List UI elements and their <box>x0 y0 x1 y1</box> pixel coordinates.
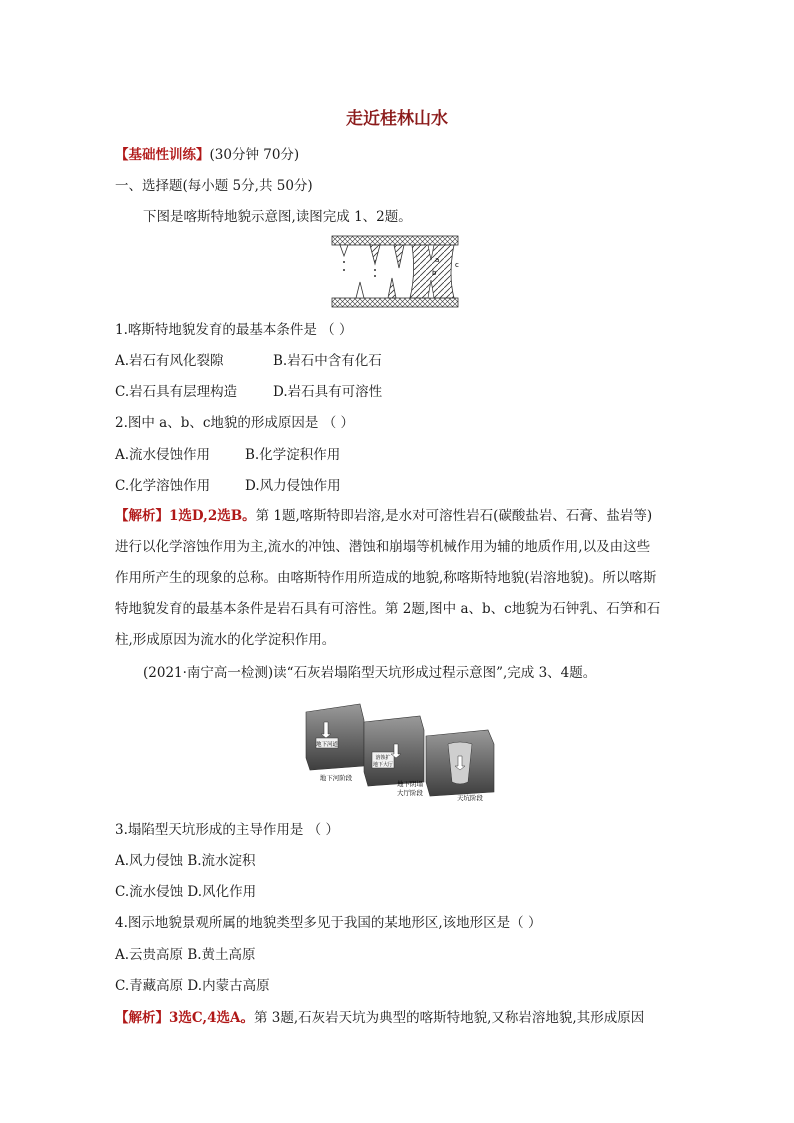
question-4-options-ab: A.云贵高原 B.黄土高原 <box>115 947 256 963</box>
stage-1-label: 地下河阶段 <box>319 774 353 782</box>
analysis-1-line-4: 特地貌发育的最基本条件是岩石具有可溶性。第 2题,图中 a、b、c地貌为石钟乳、石笋和石 <box>115 601 661 617</box>
question-3-stem: 3.塌陷型天坑形成的主导作用是 （ ） <box>115 822 339 838</box>
question-1-option-d: D.岩石具有可溶性 <box>273 384 383 400</box>
label-c: c <box>455 261 459 269</box>
analysis-1-tag: 【解析】1选D,2选B。 <box>115 508 256 524</box>
sinkhole-formation-diagram <box>302 700 498 804</box>
intro-question-3-4: (2021·南宁高一检测)读“石灰岩塌陷型天坑形成过程示意图”,完成 3、4题。 <box>143 665 597 681</box>
analysis-1-line-3: 作用所产生的现象的总称。由喀斯特作用所造成的地貌,称喀斯特地貌(岩溶地貌)。所以喀斯 <box>115 570 657 586</box>
label-b: b <box>432 269 437 277</box>
karst-landform-diagram <box>330 234 462 310</box>
analysis-1-line-5: 柱,形成原因为流水的化学淀积作用。 <box>115 632 336 648</box>
box-underground-river: 地下河道 <box>315 742 339 748</box>
analysis-2-text: 第 3题,石灰岩天坑为典型的喀斯特地貌,又称岩溶地貌,其形成原因 <box>253 1010 645 1026</box>
question-2-option-a: A.流水侵蚀作用 <box>115 447 211 463</box>
analysis-1 <box>115 501 690 656</box>
question-2-stem: 2.图中 a、b、c地貌的形成原因是 （ ） <box>115 415 355 431</box>
analysis-1-line-2: 进行以化学溶蚀作用为主,流水的冲蚀、潜蚀和崩塌等机械作用为辅的地质作用,以及由这些 <box>115 539 651 555</box>
stage-3-label: 天坑阶段 <box>457 794 483 802</box>
analysis-2-tag: 【解析】3选C,4选A。 <box>115 1010 254 1026</box>
intro-question-1-2: 下图是喀斯特地貌示意图,读图完成 1、2题。 <box>143 209 412 225</box>
question-1-stem: 1.喀斯特地貌发育的最基本条件是 （ ） <box>115 322 353 338</box>
question-2-option-b: B.化学淀积作用 <box>245 447 341 463</box>
analysis-1-line-1: 第 1题,喀斯特即岩溶,是水对可溶性岩石(碳酸盐岩、石膏、盐岩等) <box>255 508 653 524</box>
question-1-option-c: C.岩石具有层理构造 <box>115 384 238 400</box>
question-3-options-ab: A.风力侵蚀 B.流水淀积 <box>115 853 256 869</box>
question-1-option-a: A.岩石有风化裂隙 <box>115 353 224 369</box>
question-4-options-cd: C.青藏高原 D.内蒙古高原 <box>115 978 270 994</box>
box-dissolution-label-a: 溶蚀扩 <box>375 755 391 761</box>
box-dissolution-label-b: 地下大厅 <box>372 762 394 768</box>
label-a: a <box>435 256 440 264</box>
section-tag: 【基础性训练】 <box>115 147 210 163</box>
section-header <box>115 146 299 164</box>
question-1-option-b: B.岩石中含有化石 <box>273 353 382 369</box>
analysis-2 <box>115 1009 644 1027</box>
section-info: (30分钟 70分) <box>209 147 300 163</box>
stage-2-label-a: 地下阴塌 <box>397 780 423 788</box>
stage-2-label-b: 大厅阶段 <box>397 789 423 797</box>
part-heading: 一、选择题(每小题 5分,共 50分) <box>115 178 313 194</box>
page-title: 走近桂林山水 <box>346 109 448 129</box>
question-3-options-cd: C.流水侵蚀 D.风化作用 <box>115 884 257 900</box>
question-2-option-c: C.化学溶蚀作用 <box>115 478 211 494</box>
question-4-stem: 4.图示地貌景观所属的地貌类型多见于我国的某地形区,该地形区是（ ） <box>115 915 542 931</box>
question-2-option-d: D.风力侵蚀作用 <box>245 478 341 494</box>
